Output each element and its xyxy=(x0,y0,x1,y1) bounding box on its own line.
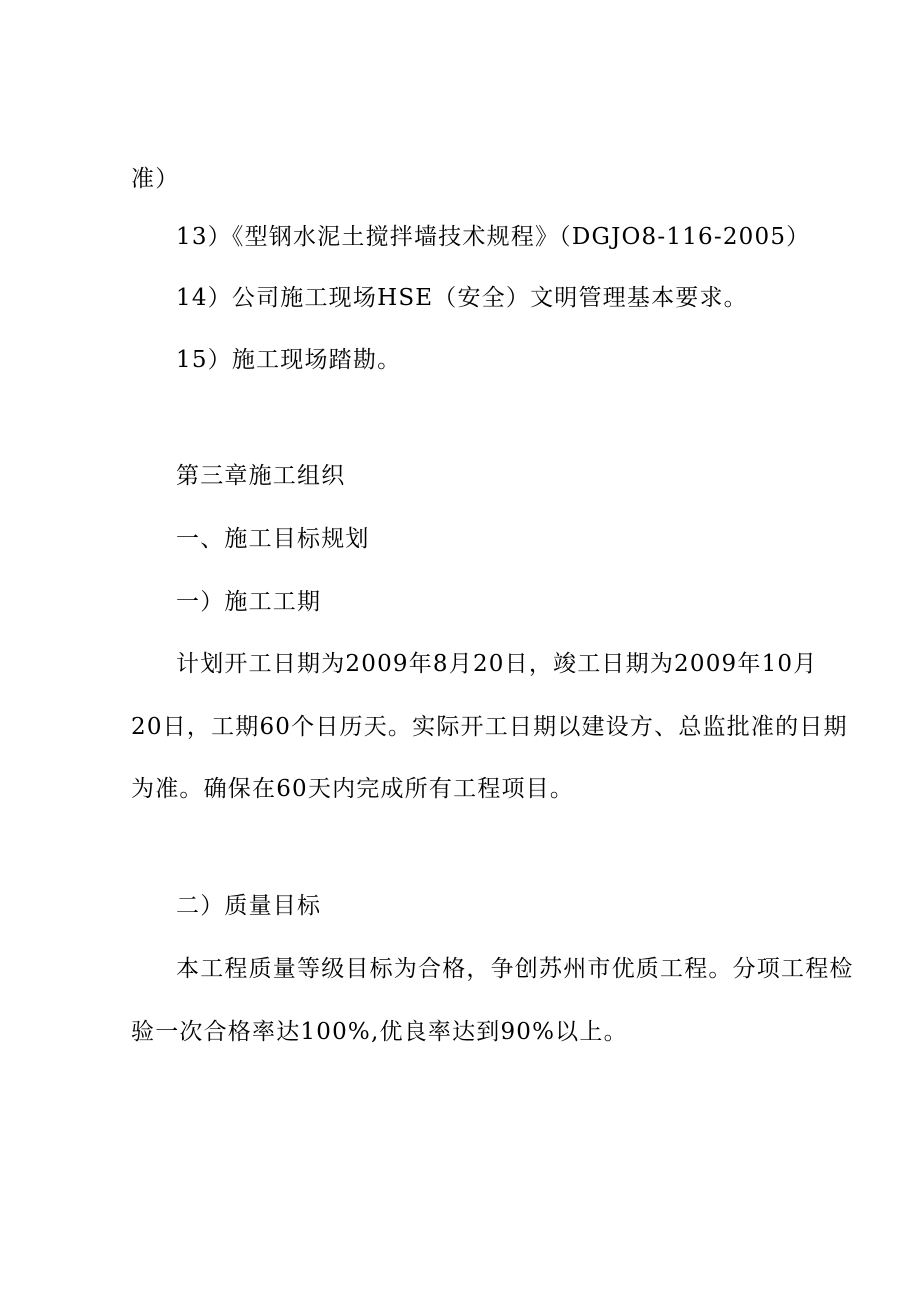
subsection-heading-schedule: 一）施工工期 xyxy=(176,589,322,615)
paragraph-line: 为准。确保在60天内完成所有工程项目。 xyxy=(131,776,575,802)
reference-item-14: 14）公司施工现场HSE（安全）文明管理基本要求。 xyxy=(176,285,748,311)
paragraph-line: 本工程质量等级目标为合格，争创苏州市优质工程。分项工程检 xyxy=(176,956,854,982)
subsection-heading-quality: 二）质量目标 xyxy=(176,893,322,919)
chapter-heading: 第三章施工组织 xyxy=(176,463,346,489)
text-line-continuation: 准） xyxy=(131,166,180,192)
reference-item-13: 13）《型钢水泥土搅拌墙技术规程》（DGJO8-116-2005） xyxy=(176,224,811,250)
paragraph-line: 验一次合格率达100%,优良率达到90%以上。 xyxy=(131,1019,628,1045)
paragraph-line: 计划开工日期为2009年8月20日，竣工日期为2009年10月 xyxy=(176,651,818,677)
paragraph-line: 20日，工期60个日历天。实际开工日期以建设方、总监批准的日期 xyxy=(131,714,848,740)
section-heading: 一、施工目标规划 xyxy=(176,526,370,552)
reference-item-15: 15）施工现场踏勘。 xyxy=(176,347,402,373)
